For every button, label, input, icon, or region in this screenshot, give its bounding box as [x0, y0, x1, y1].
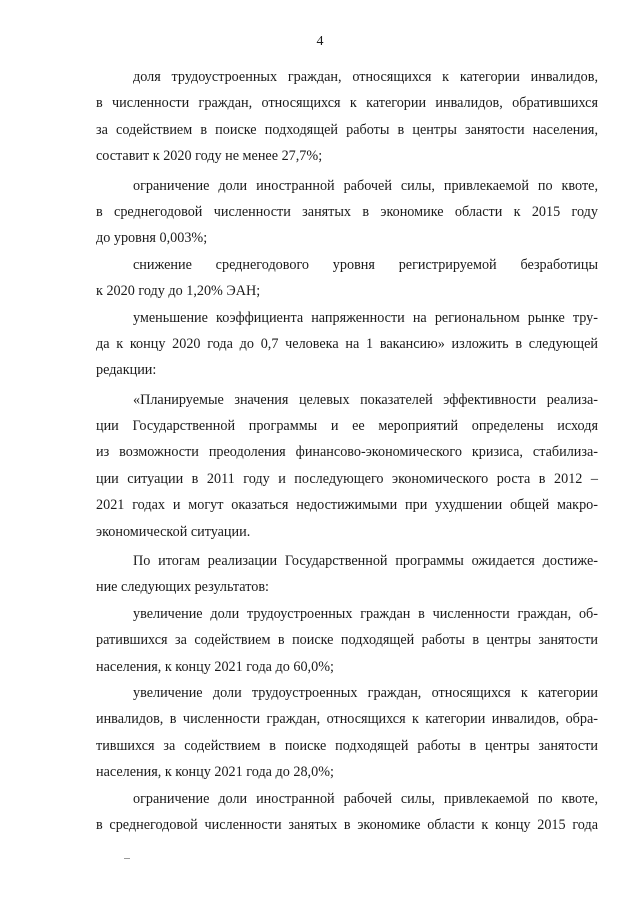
text-line: да к концу 2020 года до 0,7 человека на 1 вакансию» изложить в следующей	[96, 335, 598, 352]
text-line: снижение среднегодового уровня регистрируемой безработицы	[133, 256, 598, 273]
text-line: увеличение доли трудоустроенных граждан, относящихся к категории	[133, 684, 598, 701]
text-line: редакции:	[96, 362, 157, 379]
text-line: в среднегодовой численности занятых в экономике области к 2015 году	[96, 203, 598, 220]
text-line: ограничение доли иностранной рабочей силы, привлекаемой по квоте,	[133, 177, 598, 194]
paragraph-9	[96, 786, 598, 839]
paragraph-6	[96, 548, 598, 601]
text-line: «Планируемые значения целевых показателей эффективности реализа-	[133, 391, 598, 408]
text-line: уменьшение коэффициента напряженности на региональном рынке тру-	[133, 309, 598, 326]
paragraph-7	[96, 601, 598, 680]
text-line: до уровня 0,003%;	[96, 230, 208, 247]
document-body	[96, 64, 598, 838]
text-line: за содействием в поиске подходящей работы в центры занятости населения,	[96, 121, 598, 138]
paragraph-4	[96, 305, 598, 384]
paragraph-3	[96, 252, 598, 305]
paragraph-8	[96, 680, 598, 786]
text-line: инвалидов, в численности граждан, относящихся к категории инвалидов, обра-	[96, 711, 598, 728]
text-line: 2021 годах и могут оказаться недостижимыми при ухудшении общей макро-	[96, 497, 598, 514]
paragraph-1	[96, 64, 598, 170]
text-line: ратившихся за содействием в поиске подходящей работы в центры занятости	[96, 632, 598, 649]
text-line: ограничение доли иностранной рабочей силы, привлекаемой по квоте,	[133, 790, 598, 807]
text-line: населения, к концу 2021 года до 60,0%;	[96, 658, 334, 675]
text-line: в численности граждан, относящихся к категории инвалидов, обратившихся	[96, 95, 598, 112]
text-line: доля трудоустроенных граждан, относящихся к категории инвалидов,	[133, 69, 598, 85]
paragraph-2	[96, 173, 598, 252]
text-line: ние следующих результатов:	[96, 579, 269, 596]
text-line: ции ситуации в 2011 году и последующего экономического роста в 2012 –	[96, 470, 598, 487]
text-line: тившихся за содействием в поиске подходящей работы в центры занятости	[96, 737, 598, 754]
text-line: экономической ситуации.	[96, 523, 251, 540]
text-line: из возможности преодоления финансово-экономического кризиса, стабилиза-	[96, 444, 598, 461]
scan-speck	[124, 858, 130, 859]
text-line: По итогам реализации Государственной программы ожидается достиже-	[133, 553, 598, 570]
page-number: 4	[316, 34, 324, 49]
paragraph-5	[96, 387, 598, 545]
text-line: увеличение доли трудоустроенных граждан в численности граждан, об-	[133, 605, 598, 622]
text-line: в среднегодовой численности занятых в экономике области к концу 2015 года	[96, 816, 598, 833]
text-line: ции Государственной программы и ее мероприятий определены исходя	[96, 418, 598, 435]
text-line: населения, к концу 2021 года до 28,0%;	[96, 764, 334, 781]
text-line: к 2020 году до 1,20% ЭАН;	[96, 283, 261, 300]
text-line: составит к 2020 году не менее 27,7%;	[96, 148, 323, 165]
